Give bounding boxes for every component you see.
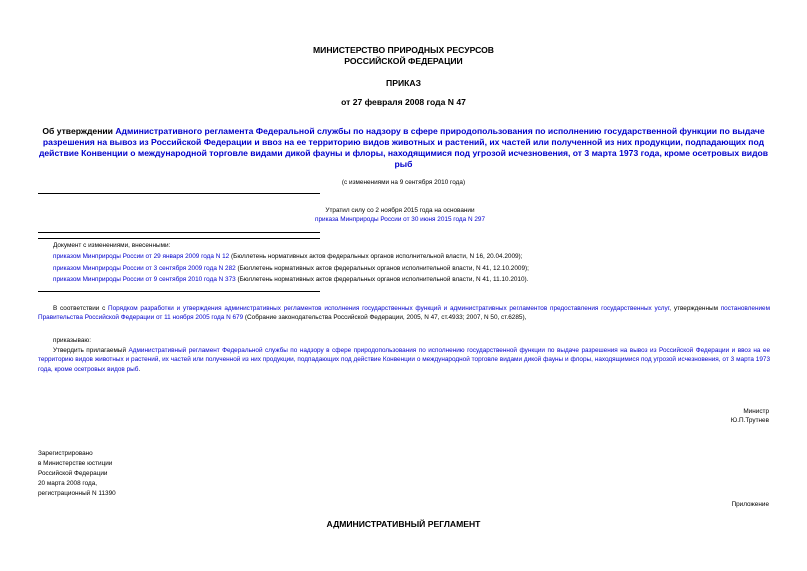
ministry-line-2: РОССИЙСКОЙ ФЕДЕРАЦИИ: [344, 56, 463, 66]
divider: [38, 291, 320, 292]
signature-position: Министр: [743, 408, 769, 415]
list-item: [53, 264, 793, 273]
preamble-paragraph: [38, 304, 770, 323]
doc-type: ПРИКАЗ: [386, 78, 421, 88]
regulation-title: АДМИНИСТРАТИВНЫЙ РЕГЛАМЕНТ: [326, 519, 481, 529]
approve-text-2: .: [138, 365, 141, 373]
signature-name: Ю.П.Трутнев: [730, 417, 769, 425]
changes-heading: Документ с изменениями, внесенными:: [53, 242, 171, 249]
registration-line: 20 марта 2008 года,: [38, 480, 98, 487]
preamble-text-2: , утвержденным: [669, 305, 721, 312]
procedure-link[interactable]: Порядком разработки и утверждения административных регламентов исполнения государственных функций и административных регламентов предоставления государственных услуг: [108, 305, 670, 312]
list-item: [53, 252, 793, 261]
preamble-text-1: В соответствии с: [53, 305, 109, 312]
approve-text-1: Утвердить прилагаемый: [53, 347, 129, 354]
title-prefix: Об утверждении: [42, 126, 116, 136]
invalid-line: Утратил силу со 2 ноября 2015 года на основании: [325, 207, 475, 214]
ministry-name: [0, 45, 807, 67]
registration-line: регистрационный N 11390: [38, 490, 116, 497]
order-word: приказываю:: [53, 337, 91, 344]
change-source-3: (Бюллетень нормативных актов федеральных органов исполнительной власти, N 41, 11.10.2010).: [235, 276, 529, 284]
invalid-order-link[interactable]: приказа Минприроды России от 30 июня 2015 года N 297: [314, 216, 485, 224]
government-resolution-link[interactable]: постановлением Правительства Российской Федерации от 11 ноября 2005 года N 679: [38, 305, 770, 322]
change-link-3[interactable]: приказом Минприроды России от 9 сентября 2010 года N 373: [53, 276, 236, 284]
ministry-line-1: МИНИСТЕРСТВО ПРИРОДНЫХ РЕСУРСОВ: [313, 45, 494, 55]
title-regulation-link[interactable]: Административного регламента Федеральной службы по надзору в сфере природопользования по исполнению государственной функции по выдаче разрешения на вывоз из Российской Федерации и ввоз на ее территорию видов животных и растений, их частей или полученной из них продукции, подпадающих под действие Конвенции о международной торговле видами дикой фауны и флоры, находящимися под угрозой исчезновения, от 3 марта 1973 года, кроме осетровых видов рыб: [38, 126, 769, 169]
registration-line: Российской Федерации: [38, 470, 108, 477]
divider: [38, 193, 320, 194]
invalid-notice: [250, 206, 550, 225]
appendix-label: Приложение: [731, 501, 769, 508]
change-source-1: (Бюллетень нормативных актов федеральных органов исполнительной власти, N 16, 20.04.2009);: [229, 253, 523, 261]
divider: [38, 232, 320, 233]
change-link-2[interactable]: приказом Минприроды России от 3 сентября 2009 года N 282: [53, 264, 236, 272]
signature: [731, 407, 769, 426]
change-link-1[interactable]: приказом Минприроды России от 29 января 2009 года N 12: [53, 253, 230, 261]
list-item: [53, 275, 793, 284]
amendment-note: (с изменениями на 9 сентября 2010 года): [341, 179, 466, 186]
approved-regulation-link[interactable]: Административный регламент Федеральной службы по надзору в сфере природопользования по исполнению государственной функции по выдаче разрешения на вывоз из Российской Федерации и ввоз на ее территорию видов животных и растений, их частей или полученной из них продукции, подпадающих под действие Конвенции о международной торговле видами дикой фауны и флоры, находящимися под угрозой исчезновения, от 3 марта 1973 года, кроме осетровых видов рыб: [38, 347, 770, 373]
approve-paragraph: [38, 346, 770, 374]
divider: [38, 238, 320, 239]
doc-date-number: от 27 февраля 2008 года N 47: [341, 97, 466, 107]
doc-title: [30, 126, 777, 170]
change-source-2: (Бюллетень нормативных актов федеральных органов исполнительной власти, N 41, 12.10.2009);: [235, 264, 529, 272]
preamble-text-3: (Собрание законодательства Российской Федерации, 2005, N 47, ст.4933; 2007, N 50, ст.6285),: [243, 314, 527, 322]
changes-block: [53, 241, 793, 285]
registration-line: в Министерстве юстиции: [38, 460, 113, 467]
registration-block: [38, 449, 116, 499]
registration-line: Зарегистрировано: [38, 450, 93, 457]
